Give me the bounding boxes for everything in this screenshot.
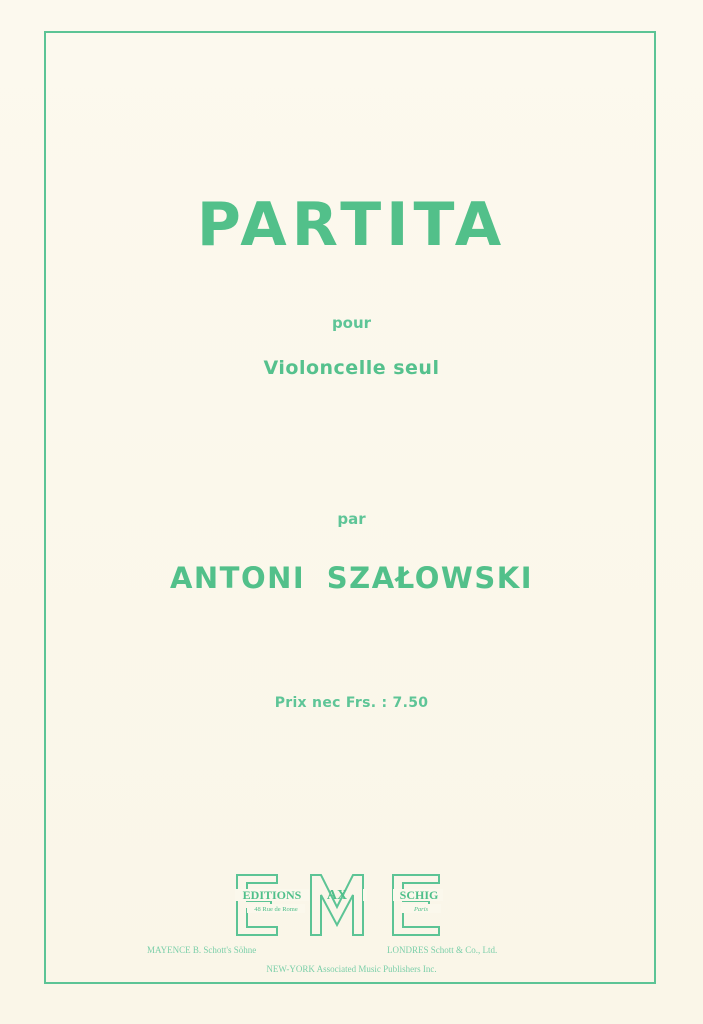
publisher-logo [233, 873, 445, 937]
svg-text:48 Rue de Rome: 48 Rue de Rome [254, 906, 298, 913]
imprint-new-york: NEW-YORK Associated Music Publishers Inc. [266, 964, 437, 974]
par-label: par [337, 510, 366, 528]
svg-text:AX: AX [326, 888, 348, 903]
work-title: PARTITA [196, 190, 507, 260]
imprint-mayence: MAYENCE B. Schott's Söhne [147, 945, 257, 955]
svg-text:EDITIONS: EDITIONS [242, 888, 302, 902]
imprint-londres: LONDRES Schott & Co., Ltd. [387, 945, 498, 955]
composer-name: ANTONI SZAŁOWSKI [169, 561, 534, 595]
pour-label: pour [331, 314, 372, 332]
instrumentation: Violoncelle seul [263, 357, 440, 379]
svg-text:Paris: Paris [413, 906, 429, 913]
price-label: Prix nec Frs. : 7.50 [274, 695, 429, 711]
cover-border-frame [44, 31, 656, 984]
svg-text:SCHIG: SCHIG [399, 888, 439, 902]
